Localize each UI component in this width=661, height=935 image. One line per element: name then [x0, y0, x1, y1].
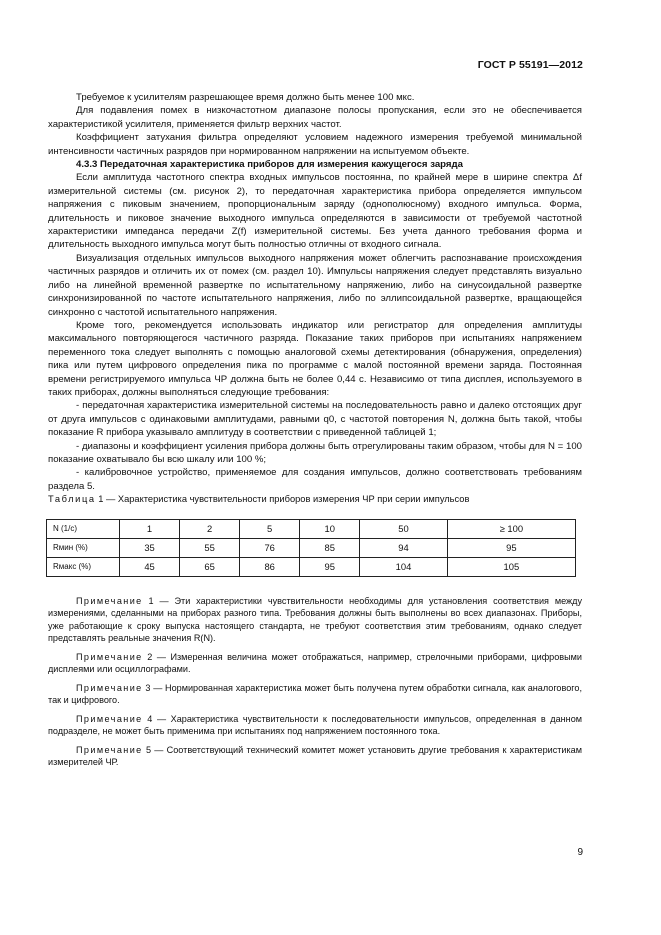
note-label: Примечание — [76, 713, 143, 724]
list-item: - передаточная характеристика измерительной системы на последовательность равно и далеко отстоящих друг от друга импульсов с одинаковыми амплитудами, равными q0, с частотой повторения N, должна быть такой, чтобы показание R прибора указывало амплитуду в соответствии с приведенной таблицей 1; — [48, 400, 582, 439]
table-cell: 45 — [120, 557, 180, 576]
note-label: Примечание — [76, 682, 143, 693]
table-cell: 55 — [180, 538, 240, 557]
note-text: 2 — Измеренная величина может отображаться, например, стрелочными приборами, цифровыми дисплеями или осциллографами. — [48, 651, 582, 675]
note — [48, 651, 582, 676]
table-caption-label: Таблица — [48, 494, 96, 505]
paragraph: Если амплитуда частотного спектра входных импульсов постоянна, по крайней мере в ширине спектра Δf измерительной системы (см. рисунок 2), то передаточная характеристика прибора определяется импульсом напряжения с пиковым значением, пропорциональным заряду (однополюсному) входного импульса. Форма, длительность и пиковое значение выходного импульса определяются в зависимости от требуемой частотной характеристики импеданса передачи Z(f) измерительной системы. Без учета данного требования форма и длительность выходного импульса могут быть полностью отличны от входного сигнала. — [48, 172, 582, 251]
note-label: Примечание — [76, 744, 143, 755]
table-caption-text: 1 — Характеристика чувствительности приборов измерения ЧР при серии импульсов — [98, 494, 470, 505]
table-cell: 95 — [447, 538, 575, 557]
page-body — [48, 91, 582, 775]
list-item: - диапазоны и коэффициент усиления прибора должны быть отрегулированы таким образом, чтобы для N = 100 показание охватывало бы всю шкалу или 100 %; — [48, 440, 582, 465]
note — [48, 713, 582, 738]
table-row — [47, 538, 576, 557]
note-label: Примечание — [76, 595, 143, 606]
row-header: Rмакс (%) — [47, 557, 120, 576]
paragraph: Требуемое к усилителям разрешающее время должно быть менее 100 мкс. — [76, 92, 415, 103]
note — [48, 595, 582, 645]
table-cell: 95 — [300, 557, 360, 576]
table-row — [47, 557, 576, 576]
note — [48, 744, 582, 769]
table-caption — [48, 493, 582, 506]
table-cell: 104 — [360, 557, 447, 576]
table-row — [47, 519, 576, 538]
notes-section — [48, 595, 582, 769]
table-cell: 94 — [360, 538, 447, 557]
list-item: - калибровочное устройство, применяемое для создания импульсов, должно соответствовать требованиям раздела 5. — [48, 467, 582, 492]
table-cell: 86 — [240, 557, 300, 576]
sensitivity-table — [46, 519, 576, 577]
table-cell: 35 — [120, 538, 180, 557]
table-cell: 76 — [240, 538, 300, 557]
table-cell: ≥ 100 — [447, 519, 575, 538]
row-header: Rмин (%) — [47, 538, 120, 557]
page-number: 9 — [577, 847, 583, 858]
table-cell: 1 — [120, 519, 180, 538]
table-cell: 65 — [180, 557, 240, 576]
note — [48, 682, 582, 707]
row-header: N (1/с) — [47, 519, 120, 538]
paragraph: Для подавления помех в низкочастотном диапазоне полосы пропускания, если это не обеспечивается характеристикой усилителя, применяется фильтр верхних частот. — [48, 105, 582, 130]
note-label: Примечание — [76, 651, 143, 662]
document-header: ГОСТ Р 55191—2012 — [477, 59, 583, 71]
table-cell: 2 — [180, 519, 240, 538]
paragraph: Визуализация отдельных импульсов выходного напряжения может облегчить распознавание происхождения частичных разрядов и отличить их от помех (см. раздел 10). Импульсы напряжения следует представлять визуально либо на линейной временной развертке по испытательному напряжению, либо на синусоидальной развертке синхронизированной по частоте испытательного напряжения, либо по эллипсоидальной развертке, вращающейся синхронно с частотой испытательного напряжения. — [48, 252, 582, 318]
note-text: 4 — Характеристика чувствительности к последовательности импульсов, определенная в данном подразделе, не может быть применима при испытаниях под напряжением постоянного тока. — [48, 713, 583, 737]
table-cell: 85 — [300, 538, 360, 557]
note-text: 5 — Соответствующий технический комитет может установить другие требования к характеристикам измерителей ЧР. — [48, 744, 582, 768]
table-cell: 105 — [447, 557, 575, 576]
note-text: 3 — Нормированная характеристика может быть получена путем обработки сигнала, как аналогового, так и цифрового. — [48, 682, 582, 706]
table-cell: 50 — [360, 519, 447, 538]
paragraph: Коэффициент затухания фильтра определяют условием надежного измерения требуемой минимальной интенсивности частичных разрядов при нормированном напряжении на испытуемом объекте. — [48, 132, 582, 157]
table-cell: 5 — [240, 519, 300, 538]
paragraph: Кроме того, рекомендуется использовать индикатор или регистратор для определения амплитуды максимального повторяющегося частичного разряда. Показание таких приборов при испытаниях напряжением переменного тока следует выполнять с помощью аналоговой схемы детектирования (обнаружения, определения) пика или путем цифрового определения пика по программе с малой постоянной времени заряда. Постоянная времени регистрируемого импульса ЧР должна быть не более 0,44 с. Независимо от типа дисплея, используемого в таких приборах, должны выполняться следующие требования: — [48, 319, 582, 398]
section-heading: 4.3.3 Передаточная характеристика приборов для измерения кажущегося заряда — [76, 159, 463, 171]
table-cell: 10 — [300, 519, 360, 538]
note-text: 1 — Эти характеристики чувствительности необходимы для установления соответствия между измерениями, сделанными на приборах разного типа. Требования должны быть выполнены во всех диапазонах. Приборы, уже работающие к сроку выпуска настоящего стандарта, не требуют соответствия этим требованиям, однако следует представлять реальные значения R(N). — [48, 595, 582, 644]
